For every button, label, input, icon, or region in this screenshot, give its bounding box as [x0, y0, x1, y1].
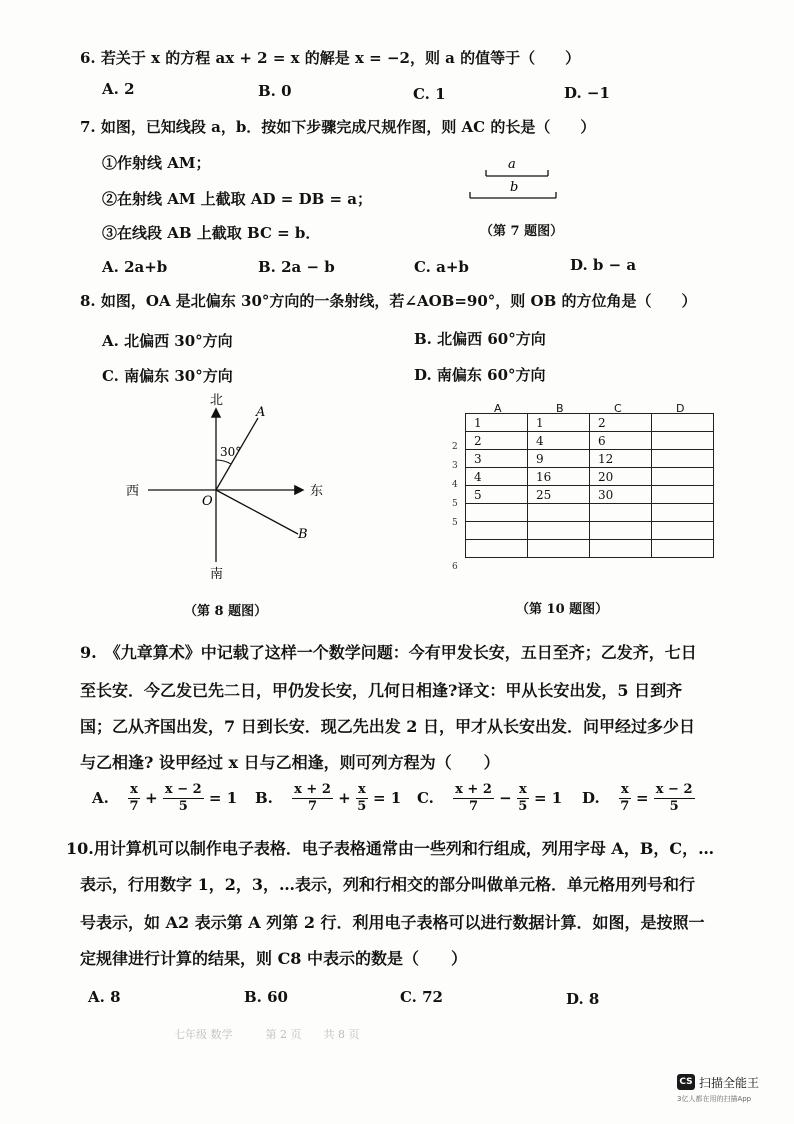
q6-option-b: B. 0	[258, 82, 292, 100]
table-row	[466, 450, 714, 468]
cell-b7	[528, 522, 590, 540]
cell-d1	[652, 414, 714, 432]
frac-numerator: x	[619, 782, 631, 799]
table-row	[466, 522, 714, 540]
sheet-col-header-a: A	[494, 402, 502, 415]
operator: =	[635, 788, 649, 807]
cell-d8	[652, 540, 714, 558]
q8-label-south: 南	[210, 567, 224, 582]
frac-denominator: 7	[620, 799, 630, 815]
cell-a2: 2	[466, 432, 528, 450]
q10-line-4: 定规律进行计算的结果，则 C8 中表示的数是（ ）	[80, 949, 468, 968]
cell-b8	[528, 540, 590, 558]
q9-line-2: 至长安．今乙发已先二日，甲仍发长安，几何日相逢?译文：甲从长安出发，5 日到齐	[80, 681, 683, 700]
cell-c7	[590, 522, 652, 540]
operator: −	[499, 788, 512, 807]
cell-d3	[652, 450, 714, 468]
frac-numerator: x − 2	[163, 782, 204, 799]
frac-denominator: 5	[357, 799, 367, 815]
cell-a8	[466, 540, 528, 558]
q9-line-3: 国；乙从齐国出发，7 日到长安．现乙先出发 2 日，甲才从长安出发．问甲经过多少日	[80, 717, 695, 736]
q7-label-b: b	[510, 180, 519, 195]
equation-rhs: = 1	[533, 788, 563, 807]
q8-label-angle: 30°	[220, 445, 242, 459]
cell-d6	[652, 504, 714, 522]
q10-line-2: 表示，行用数字 1，2，3，…表示，列和行相交的部分叫做单元格．单元格用列号和行	[80, 875, 695, 894]
q9-option-d-label: D.	[582, 788, 600, 807]
q7-option-b: B. 2a − b	[258, 258, 335, 276]
q6-stem: 6. 若关于 x 的方程 ax + 2 = x 的解是 x = −2，则 a 的值等于（ ）	[80, 49, 581, 67]
q7-option-d: D. b − a	[570, 256, 637, 274]
q7-step-2: ②在射线 AM 上截取 AD = DB = a；	[102, 190, 372, 208]
q8-option-b: B. 北偏西 60°方向	[414, 330, 546, 348]
cell-d5	[652, 486, 714, 504]
frac-denominator: 5	[178, 799, 188, 815]
table-row	[466, 468, 714, 486]
cell-c4: 20	[590, 468, 652, 486]
q8-option-d: D. 南偏东 60°方向	[414, 366, 546, 384]
q6-option-d: D. −1	[564, 84, 610, 102]
q8-label-east: 东	[310, 484, 324, 499]
q8-option-c: C. 南偏东 30°方向	[102, 367, 233, 385]
camscanner-logo-icon: CS	[677, 1074, 695, 1090]
sheet-row-num: 5	[452, 499, 458, 509]
q9-line-1: 9. 《九章算术》中记载了这样一个数学问题：今有甲发长安，五日至齐；乙发齐，七日	[80, 643, 697, 662]
cell-d7	[652, 522, 714, 540]
cell-a1: 1	[466, 414, 528, 432]
q10-option-b: B. 60	[244, 988, 288, 1006]
q10-option-c: C. 72	[400, 988, 443, 1006]
q10-line-3: 号表示，如 A2 表示第 A 列第 2 行．利用电子表格可以进行数据计算．如图，是按照一	[80, 913, 705, 932]
q8-label-north: 北	[210, 393, 224, 408]
q8-label-b: B	[298, 527, 308, 542]
q8-label-o: O	[202, 494, 213, 509]
cell-c3: 12	[590, 450, 652, 468]
cell-c5: 30	[590, 486, 652, 504]
cell-b2: 4	[528, 432, 590, 450]
q7-label-a: a	[508, 157, 516, 172]
frac-numerator: x + 2	[292, 782, 333, 799]
frac-numerator: x − 2	[654, 782, 695, 799]
cell-c1: 2	[590, 414, 652, 432]
q6-option-a: A. 2	[102, 80, 135, 98]
brand-name: 扫描全能王	[699, 1076, 760, 1090]
q8-label-west: 西	[126, 484, 140, 499]
q7-stem: 7. 如图，已知线段 a，b．按如下步骤完成尺规作图，则 AC 的长是（ ）	[80, 118, 596, 136]
q7-step-1: ①作射线 AM；	[102, 154, 211, 172]
q9-option-a	[92, 782, 237, 816]
q8-stem: 8. 如图，OA 是北偏东 30°方向的一条射线，若∠AOB=90°，则 OB 的方位角是（ ）	[80, 292, 697, 310]
q8-label-a: A	[256, 405, 266, 420]
frac-denominator: 7	[129, 799, 139, 815]
q9-option-d	[582, 782, 695, 816]
frac-denominator: 5	[518, 799, 528, 815]
cell-b5: 25	[528, 486, 590, 504]
q9-option-b-label: B.	[255, 788, 273, 807]
cell-a3: 3	[466, 450, 528, 468]
q10-line-1: 10.用计算机可以制作电子表格．电子表格通常由一些列和行组成，列用字母 A，B，C，…	[66, 839, 715, 858]
q10-table-caption: （第 10 题图）	[516, 602, 609, 617]
operator: +	[145, 788, 158, 807]
cell-b4: 16	[528, 468, 590, 486]
table-row	[466, 540, 714, 558]
q7-step-3: ③在线段 AB 上截取 BC = b．	[102, 224, 321, 242]
sheet-col-header-d: D	[676, 402, 685, 415]
sheet-col-header-b: B	[556, 402, 564, 415]
frac-numerator: x	[128, 782, 140, 799]
table-row	[466, 486, 714, 504]
cell-d4	[652, 468, 714, 486]
q10-option-a: A. 8	[88, 988, 121, 1006]
sheet-row-num: 4	[452, 480, 458, 490]
spreadsheet-table	[465, 413, 714, 558]
cell-b3: 9	[528, 450, 590, 468]
q10-option-d: D. 8	[566, 990, 600, 1008]
frac-numerator: x	[517, 782, 529, 799]
cell-a6	[466, 504, 528, 522]
q6-option-c: C. 1	[413, 85, 446, 103]
cell-c6	[590, 504, 652, 522]
q8-caption: （第 8 题图）	[184, 604, 268, 619]
sheet-row-num: 5	[452, 518, 458, 528]
table-row	[466, 432, 714, 450]
table-row	[466, 414, 714, 432]
cell-d2	[652, 432, 714, 450]
cell-b1: 1	[528, 414, 590, 432]
frac-numerator: x + 2	[453, 782, 494, 799]
frac-denominator: 7	[468, 799, 479, 815]
cell-a5: 5	[466, 486, 528, 504]
q9-option-a-label: A.	[92, 788, 109, 807]
q9-option-c	[417, 782, 562, 816]
q8-figure	[120, 392, 340, 582]
q7-option-a: A. 2a+b	[102, 258, 168, 276]
brand-tagline: 3亿人都在用的扫描App	[677, 1095, 752, 1103]
page-footer: 七年级 数学 第 2 页 共 8 页	[174, 1028, 360, 1041]
cell-a4: 4	[466, 468, 528, 486]
q7-figure	[468, 152, 578, 202]
q9-option-c-label: C.	[417, 788, 434, 807]
table-row	[466, 504, 714, 522]
q9-option-b	[255, 782, 401, 816]
sheet-row-num: 3	[452, 461, 458, 471]
q7-option-c: C. a+b	[414, 258, 469, 276]
cell-c8	[590, 540, 652, 558]
cell-b6	[528, 504, 590, 522]
frac-numerator: x	[356, 782, 368, 799]
equation-rhs: = 1	[372, 788, 402, 807]
q8-option-a: A. 北偏西 30°方向	[102, 332, 233, 350]
cell-a7	[466, 522, 528, 540]
frac-denominator: 5	[669, 799, 679, 815]
sheet-row-num: 6	[452, 562, 458, 572]
q9-line-4: 与乙相逢? 设甲经过 x 日与乙相逢，则可列方程为（ ）	[80, 753, 500, 772]
equation-rhs: = 1	[208, 788, 238, 807]
sheet-row-num: 2	[452, 442, 458, 452]
frac-denominator: 7	[307, 799, 318, 815]
operator: +	[338, 788, 351, 807]
q7-caption: （第 7 题图）	[480, 224, 564, 239]
sheet-col-header-c: C	[614, 402, 622, 415]
cell-c2: 6	[590, 432, 652, 450]
